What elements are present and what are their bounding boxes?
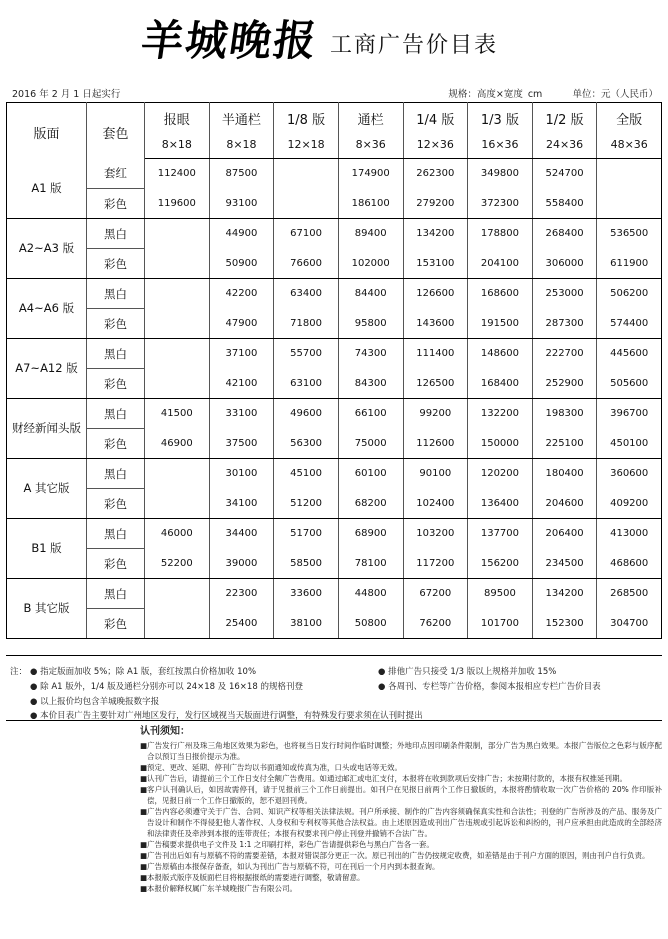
bullet-icon: ■ — [140, 807, 148, 816]
notice-text: 本报价解释权属广东羊城晚报广告有限公司。 — [147, 884, 297, 893]
price-cell: 409200 — [597, 489, 662, 519]
price-cell: 360600 — [597, 459, 662, 489]
table-row — [7, 189, 662, 219]
note-item: ● 本价目表广告主要针对广州地区发行，发行区域视当天版面进行调整，有特殊发行要求须在认刊时提出 — [30, 711, 423, 721]
layout-name-cell: A1 版 — [7, 159, 87, 219]
page-title: 工商广告价目表 — [330, 33, 499, 58]
price-cell: 89400 — [338, 219, 403, 249]
price-cell: 505600 — [597, 369, 662, 399]
price-cell: 222700 — [532, 339, 597, 369]
price-cell: 67200 — [403, 579, 468, 609]
color-scheme-cell: 彩色 — [87, 309, 145, 339]
notice-item — [140, 850, 662, 861]
size-cell: 16×36 — [468, 131, 533, 159]
col-header: 通栏 — [338, 103, 403, 131]
size-cell: 48×36 — [597, 131, 662, 159]
price-cell: 84300 — [338, 369, 403, 399]
notice-item — [140, 762, 662, 773]
price-cell: 445600 — [597, 339, 662, 369]
price-cell: 120200 — [468, 459, 533, 489]
notes-section — [6, 655, 662, 721]
table-row — [7, 309, 662, 339]
table-row — [7, 519, 662, 549]
price-cell: 42200 — [209, 279, 274, 309]
effective-date: 2016 年 2 月 1 日起实行 — [12, 89, 121, 100]
price-cell: 143600 — [403, 309, 468, 339]
note-item: ● 以上报价均包含羊城晚报数字报 — [30, 697, 160, 707]
layout-name-cell: A4~A6 版 — [7, 279, 87, 339]
notice-text: 广告稿要求提供电子文件及 1:1 之印刷打样，彩色广告请提供彩色与黑白广告各一套。 — [147, 840, 434, 849]
price-cell: 134200 — [532, 579, 597, 609]
color-scheme-cell: 彩色 — [87, 369, 145, 399]
col-header: 全版 — [597, 103, 662, 131]
price-cell: 178800 — [468, 219, 533, 249]
bullet-icon: ■ — [140, 763, 148, 772]
color-scheme-cell: 黑白 — [87, 219, 145, 249]
price-cell: 103200 — [403, 519, 468, 549]
price-cell: 126500 — [403, 369, 468, 399]
price-cell: 60100 — [338, 459, 403, 489]
price-cell: 49600 — [274, 399, 339, 429]
notice-text: 客户认刊确认后，如因故需停刊，请于见报前三个工作日前提出。如刊户在见报日前两个工作日撤版的，本报将酌情收取一次广告价格的 20% 作印版补偿，见报日前一个工作日撤版的，恕不退回刊费。 — [147, 785, 662, 805]
price-cell: 413000 — [597, 519, 662, 549]
price-cell: 66100 — [338, 399, 403, 429]
notice-list — [140, 740, 662, 894]
price-cell: 536500 — [597, 219, 662, 249]
price-cell: 37100 — [209, 339, 274, 369]
price-cell: 76600 — [274, 249, 339, 279]
table-row — [7, 549, 662, 579]
price-cell: 132200 — [468, 399, 533, 429]
price-cell: 112400 — [145, 159, 210, 189]
layout-name-cell: B 其它版 — [7, 579, 87, 639]
price-cell: 47900 — [209, 309, 274, 339]
note-item: ● 各周刊、专栏等广告价格，参阅本报相应专栏广告价目表 — [378, 682, 601, 692]
price-cell: 225100 — [532, 429, 597, 459]
price-cell: 574400 — [597, 309, 662, 339]
price-cell: 52200 — [145, 549, 210, 579]
col-header: 1/3 版 — [468, 103, 533, 131]
price-cell: 78100 — [338, 549, 403, 579]
price-cell: 234500 — [532, 549, 597, 579]
price-cell — [274, 159, 339, 189]
price-cell: 524700 — [532, 159, 597, 189]
price-cell: 68900 — [338, 519, 403, 549]
price-cell: 304700 — [597, 609, 662, 639]
price-cell: 38100 — [274, 609, 339, 639]
price-cell: 90100 — [403, 459, 468, 489]
price-cell: 71800 — [274, 309, 339, 339]
notice-text: 预定、更改、延期、停刊广告均以书面通知或传真为准，口头或电话等无效。 — [147, 763, 402, 772]
notice-item — [140, 740, 662, 762]
table-row — [7, 159, 662, 189]
price-cell: 126600 — [403, 279, 468, 309]
price-cell: 30100 — [209, 459, 274, 489]
col-header: 1/8 版 — [274, 103, 339, 131]
price-cell: 262300 — [403, 159, 468, 189]
col-header: 报眼 — [145, 103, 210, 131]
notice-text: 广告刊出后如有与原稿不符的需要差错，本报对错误部分更正一次。原已刊出的广告仍按规定收费，如差错是由于刊户方面的原因，则由刊户自行负责。 — [147, 851, 650, 860]
size-cell: 12×36 — [403, 131, 468, 159]
units-note — [448, 86, 658, 100]
layout-name-cell: 财经新闻头版 — [7, 399, 87, 459]
price-cell: 89500 — [468, 579, 533, 609]
table-row — [7, 489, 662, 519]
note-item: ● 排他广告只接受 1/3 版以上规格并加收 15% — [378, 667, 557, 677]
price-cell: 168600 — [468, 279, 533, 309]
col-header: 半通栏 — [209, 103, 274, 131]
table-row — [7, 399, 662, 429]
price-cell: 119600 — [145, 189, 210, 219]
price-cell: 68200 — [338, 489, 403, 519]
price-cell: 204100 — [468, 249, 533, 279]
price-cell: 75000 — [338, 429, 403, 459]
price-cell: 268500 — [597, 579, 662, 609]
price-cell — [145, 579, 210, 609]
color-scheme-cell: 彩色 — [87, 189, 145, 219]
price-cell: 153100 — [403, 249, 468, 279]
note-item: ● 除 A1 版外，1/4 版及通栏分别亦可以 24×18 及 16×18 的规格刊登 — [30, 682, 303, 692]
size-cell: 24×36 — [532, 131, 597, 159]
table-row — [7, 279, 662, 309]
price-cell — [145, 249, 210, 279]
price-cell: 37500 — [209, 429, 274, 459]
price-cell: 396700 — [597, 399, 662, 429]
price-cell: 252900 — [532, 369, 597, 399]
price-cell: 111400 — [403, 339, 468, 369]
table-row — [7, 459, 662, 489]
size-cell: 8×18 — [145, 131, 210, 159]
notice-text: 认刊广告后，请提前三个工作日支付全额广告费用。如通过邮汇或电汇支付，本报将在收到款项后安排广告；未按期付款的，本报有权推延刊期。 — [147, 774, 627, 783]
price-cell: 112600 — [403, 429, 468, 459]
price-cell: 468600 — [597, 549, 662, 579]
notes-label: 注： — [10, 667, 28, 677]
note-item: ● 指定版面加收 5%；除 A1 版，套红按黑白价格加收 10% — [30, 667, 257, 677]
price-cell — [145, 219, 210, 249]
price-cell: 191500 — [468, 309, 533, 339]
price-cell: 450100 — [597, 429, 662, 459]
price-cell: 174900 — [338, 159, 403, 189]
table-row — [7, 609, 662, 639]
price-cell: 152300 — [532, 609, 597, 639]
col-header: 1/2 版 — [532, 103, 597, 131]
bullet-icon: ■ — [140, 741, 148, 750]
color-scheme-cell: 套红 — [87, 159, 145, 189]
bullet-icon: ■ — [140, 873, 148, 882]
price-cell: 611900 — [597, 249, 662, 279]
price-cell — [145, 489, 210, 519]
price-cell: 134200 — [403, 219, 468, 249]
price-cell: 56300 — [274, 429, 339, 459]
notice-text: 本报版式版序及版面栏目将根据报纸的需要进行调整，敬请留意。 — [147, 873, 365, 882]
price-cell: 33600 — [274, 579, 339, 609]
price-cell: 253000 — [532, 279, 597, 309]
price-cell: 204600 — [532, 489, 597, 519]
bullet-icon: ■ — [140, 884, 148, 893]
header-row — [7, 103, 662, 131]
notice-text: 广告发行广州及珠三角地区效果为彩色，也将视当日发行时间作临时调整；外地印点因印刷条件限制，部分广告为黑白效果。本报广告版位之色彩与版序配合以预订当日报价提示为准。 — [147, 741, 662, 761]
price-table-body — [7, 159, 662, 639]
price-cell: 22300 — [209, 579, 274, 609]
color-scheme-cell: 黑白 — [87, 579, 145, 609]
price-cell: 50800 — [338, 609, 403, 639]
price-cell: 55700 — [274, 339, 339, 369]
price-cell: 84400 — [338, 279, 403, 309]
price-cell: 51200 — [274, 489, 339, 519]
price-cell — [145, 369, 210, 399]
table-row — [7, 249, 662, 279]
price-table — [6, 102, 662, 639]
bullet-icon: ■ — [140, 851, 148, 860]
price-cell: 268400 — [532, 219, 597, 249]
price-cell: 136400 — [468, 489, 533, 519]
size-cell: 8×36 — [338, 131, 403, 159]
price-cell: 45100 — [274, 459, 339, 489]
price-cell: 76200 — [403, 609, 468, 639]
color-scheme-cell: 彩色 — [87, 549, 145, 579]
price-cell: 148600 — [468, 339, 533, 369]
color-scheme-cell: 黑白 — [87, 279, 145, 309]
notice-item — [140, 806, 662, 839]
price-cell: 168400 — [468, 369, 533, 399]
col-header-layout: 版面 — [7, 103, 87, 159]
price-cell: 33100 — [209, 399, 274, 429]
layout-name-cell: A7~A12 版 — [7, 339, 87, 399]
subscription-notice — [140, 726, 662, 894]
price-cell: 279200 — [403, 189, 468, 219]
bullet-icon: ■ — [140, 840, 148, 849]
notice-item — [140, 839, 662, 850]
price-cell: 44800 — [338, 579, 403, 609]
table-row — [7, 219, 662, 249]
price-cell: 137700 — [468, 519, 533, 549]
price-cell: 93100 — [209, 189, 274, 219]
size-cell: 8×18 — [209, 131, 274, 159]
layout-name-cell: A 其它版 — [7, 459, 87, 519]
notice-title: 认刊须知： — [140, 726, 190, 737]
price-cell: 117200 — [403, 549, 468, 579]
notice-item — [140, 784, 662, 806]
color-scheme-cell: 彩色 — [87, 609, 145, 639]
price-cell: 95800 — [338, 309, 403, 339]
price-cell — [145, 309, 210, 339]
notice-item — [140, 872, 662, 883]
price-cell: 102000 — [338, 249, 403, 279]
layout-name-cell: B1 版 — [7, 519, 87, 579]
price-cell: 198300 — [532, 399, 597, 429]
price-cell: 99200 — [403, 399, 468, 429]
price-cell: 42100 — [209, 369, 274, 399]
price-cell: 34100 — [209, 489, 274, 519]
price-cell: 156200 — [468, 549, 533, 579]
page-header — [0, 0, 668, 78]
price-cell: 287300 — [532, 309, 597, 339]
price-cell — [145, 279, 210, 309]
price-cell — [597, 159, 662, 189]
price-cell: 372300 — [468, 189, 533, 219]
size-cell: 12×18 — [274, 131, 339, 159]
notice-item — [140, 883, 662, 894]
color-scheme-cell: 黑白 — [87, 339, 145, 369]
price-cell: 67100 — [274, 219, 339, 249]
table-row — [7, 429, 662, 459]
price-cell: 186100 — [338, 189, 403, 219]
price-cell: 50900 — [209, 249, 274, 279]
price-cell: 39000 — [209, 549, 274, 579]
price-cell: 102400 — [403, 489, 468, 519]
price-cell: 41500 — [145, 399, 210, 429]
price-cell: 74300 — [338, 339, 403, 369]
price-cell: 46900 — [145, 429, 210, 459]
color-scheme-cell: 黑白 — [87, 459, 145, 489]
price-cell: 558400 — [532, 189, 597, 219]
table-row — [7, 339, 662, 369]
layout-name-cell: A2~A3 版 — [7, 219, 87, 279]
spec-note: 规格：高度×宽度 cm — [448, 89, 543, 100]
color-scheme-cell: 黑白 — [87, 399, 145, 429]
bullet-icon: ■ — [140, 862, 148, 871]
newspaper-logo: 羊城晚报 — [138, 16, 322, 65]
col-header: 1/4 版 — [403, 103, 468, 131]
price-cell: 63400 — [274, 279, 339, 309]
price-cell — [145, 459, 210, 489]
col-header-color: 套色 — [87, 103, 145, 159]
notice-item — [140, 861, 662, 872]
price-cell: 44900 — [209, 219, 274, 249]
price-cell: 180400 — [532, 459, 597, 489]
notice-text: 广告内容必须遵守关于广告、合同、知识产权等相关法律法规。刊户所承接、制作的广告内容须确保真实性和合法性；刊登的广告所涉及的产品、服务及广告设计和制作不得侵犯他人著作权、人身权和专利权等其他合法权益。由上述原因造成刊出广告违规或引起诉讼和纠纷的，刊户应承担由此造成的全部经济和法律责任及牵涉到本报的连带责任；本报有权要求刊户停止刊登并撤销不合法广告。 — [147, 807, 662, 838]
price-cell — [597, 189, 662, 219]
price-cell: 306000 — [532, 249, 597, 279]
price-cell — [274, 189, 339, 219]
price-cell: 51700 — [274, 519, 339, 549]
price-cell: 25400 — [209, 609, 274, 639]
price-cell: 150000 — [468, 429, 533, 459]
unit-note: 单位：元（人民币） — [572, 89, 658, 100]
notice-text: 广告原稿由本报保存备查，如认为刊出广告与原稿不符，可在刊后一个月内到本报查询。 — [147, 862, 440, 871]
price-cell: 101700 — [468, 609, 533, 639]
notice-item — [140, 773, 662, 784]
table-row — [7, 579, 662, 609]
price-cell — [145, 339, 210, 369]
bullet-icon: ■ — [140, 785, 148, 794]
color-scheme-cell: 彩色 — [87, 249, 145, 279]
price-cell — [145, 609, 210, 639]
price-cell: 34400 — [209, 519, 274, 549]
price-cell: 206400 — [532, 519, 597, 549]
color-scheme-cell: 彩色 — [87, 489, 145, 519]
price-cell: 46000 — [145, 519, 210, 549]
price-cell: 58500 — [274, 549, 339, 579]
color-scheme-cell: 黑白 — [87, 519, 145, 549]
price-cell: 349800 — [468, 159, 533, 189]
bullet-icon: ■ — [140, 774, 148, 783]
price-cell: 63100 — [274, 369, 339, 399]
price-cell: 87500 — [209, 159, 274, 189]
color-scheme-cell: 彩色 — [87, 429, 145, 459]
table-row — [7, 369, 662, 399]
price-cell: 506200 — [597, 279, 662, 309]
